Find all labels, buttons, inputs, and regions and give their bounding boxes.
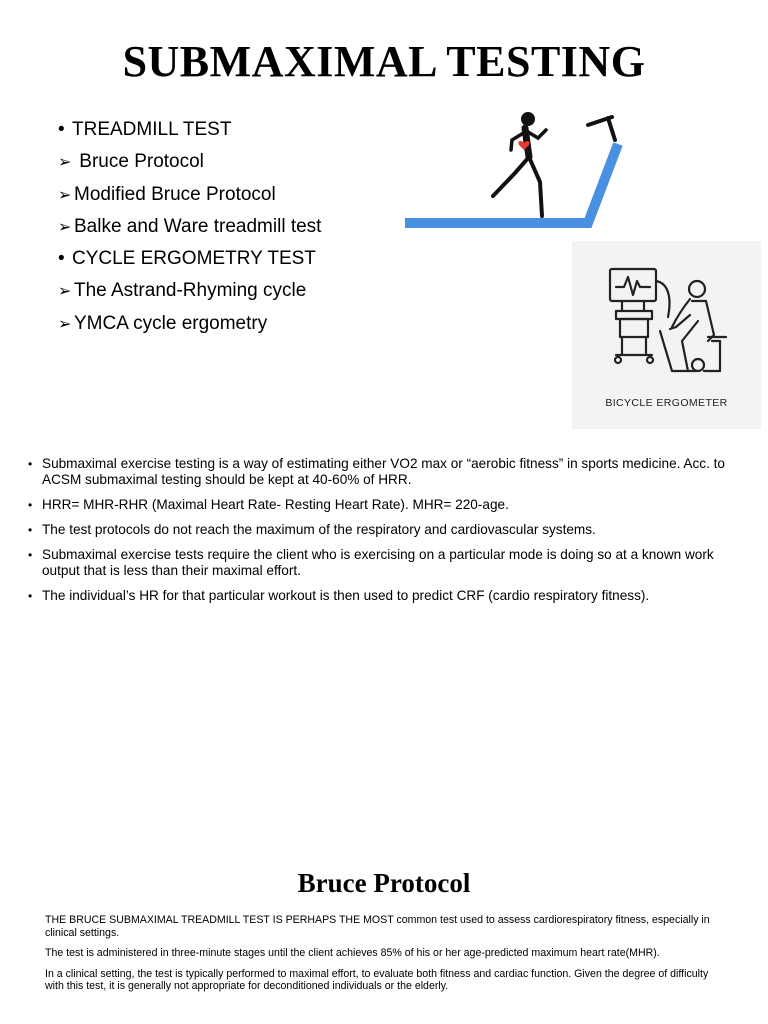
- bullet-text: The individual’s HR for that particular workout is then used to predict CRF (cardio respiratory fitness).: [42, 588, 650, 603]
- list-item: [58, 277, 321, 309]
- paragraph-block: [45, 914, 725, 1001]
- bullet-icon: •: [28, 457, 33, 471]
- paragraph: The test is administered in three-minute stages until the client achieves 85% of his or her age-predicted maximum heart rate(MHR).: [45, 947, 660, 960]
- list-item-text: YMCA cycle ergometry: [74, 312, 268, 334]
- list-item: [58, 116, 321, 148]
- test-list: [58, 116, 321, 342]
- list-item-text: Balke and Ware treadmill test: [74, 215, 322, 237]
- slide-bruce-protocol: [0, 860, 768, 1024]
- bullet-text: Submaximal exercise testing is a way of estimating either VO2 max or “aerobic fitness” in sports medicine. Acc. to ACSM submaximal testing should be kept at 40-60% of HRR.: [42, 456, 725, 487]
- arrow-marker: ➢: [58, 186, 72, 204]
- description-bullets: [28, 456, 743, 613]
- treadmill-runner-icon: [400, 110, 630, 240]
- list-item: [28, 547, 743, 579]
- bicycle-ergometer-icon: [572, 241, 761, 391]
- bullet-icon: •: [28, 589, 33, 603]
- slide-title: Bruce Protocol: [297, 868, 471, 898]
- paragraph: In a clinical setting, the test is typically performed to maximal effort, to evaluate both fitness and cardiac function. Given the degree of difficulty with this test, it is generally not appropriate for deconditioned individuals or the elderly.: [45, 967, 709, 993]
- bicycle-ergometer-card: [572, 241, 761, 429]
- bullet-text: Submaximal exercise tests require the client who is exercising on a particular mode is doing so at a known work output that is less than their maximal effort.: [42, 547, 714, 578]
- bullet-marker: •: [58, 119, 65, 140]
- arrow-marker: ➢: [58, 315, 72, 333]
- arrow-marker: ➢: [58, 218, 72, 236]
- list-item: [28, 497, 743, 513]
- list-item: [28, 588, 743, 604]
- bullet-text: The test protocols do not reach the maximum of the respiratory and cardiovascular systems.: [42, 522, 596, 537]
- list-item-text: Bruce Protocol: [74, 151, 204, 173]
- list-item-text: The Astrand-Rhyming cycle: [74, 280, 307, 302]
- bullet-icon: •: [28, 548, 33, 562]
- list-item: [58, 181, 321, 213]
- list-item-text: CYCLE ERGOMETRY TEST: [72, 248, 316, 270]
- paragraph: THE BRUCE SUBMAXIMAL TREADMILL TEST IS PERHAPS THE MOST common test used to assess cardiorespiratory fitness, especially in clinical settings.: [45, 914, 710, 939]
- list-item-text: TREADMILL TEST: [72, 119, 232, 140]
- list-item: [28, 522, 743, 538]
- slide-title: SUBMAXIMAL TESTING: [122, 37, 646, 86]
- bullet-marker: •: [58, 248, 65, 270]
- bullet-icon: •: [28, 523, 33, 537]
- ergometer-label: BICYCLE ERGOMETER: [605, 397, 728, 409]
- list-item: [58, 213, 321, 245]
- bullet-text: HRR= MHR-RHR (Maximal Heart Rate- Resting Heart Rate). MHR= 220-age.: [42, 497, 509, 512]
- list-item-text: Modified Bruce Protocol: [74, 183, 276, 205]
- list-item: [28, 456, 743, 488]
- arrow-marker: ➢: [58, 283, 72, 301]
- list-item: [58, 245, 321, 277]
- arrow-marker: ➢: [58, 154, 72, 172]
- list-item: [58, 310, 321, 342]
- list-item: [58, 148, 321, 180]
- bullet-icon: •: [28, 498, 33, 512]
